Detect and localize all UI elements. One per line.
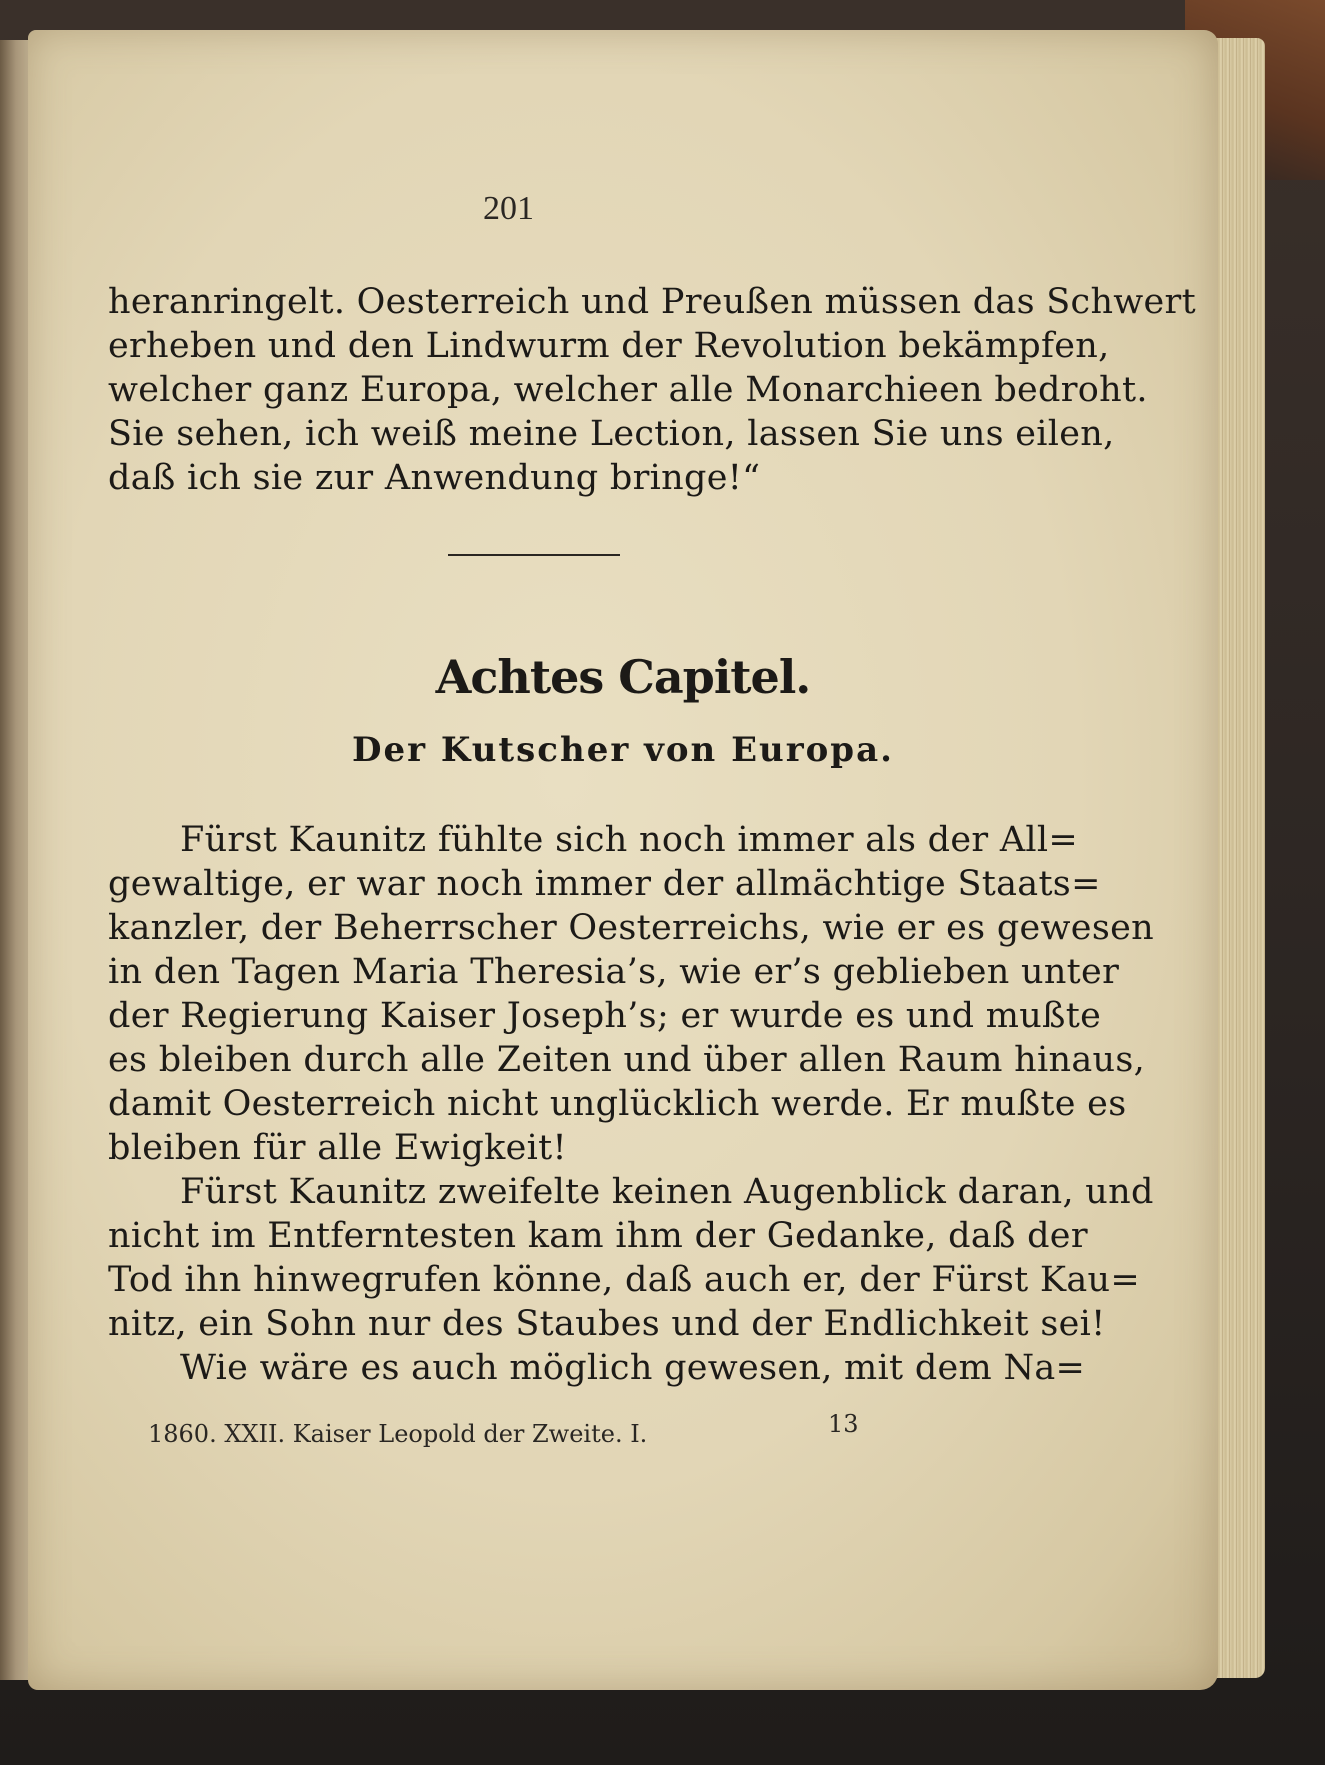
- text-line: nicht im Entferntesten kam ihm der Gedanke, daß der: [108, 1216, 1088, 1256]
- text-line: es bleiben durch alle Zeiten und über allen Raum hinaus,: [108, 1040, 1146, 1080]
- footer-sheet-number: 13: [828, 1410, 859, 1438]
- text-line: damit Oesterreich nicht unglücklich werde. Er mußte es: [108, 1084, 1127, 1124]
- text-line: gewaltige, er war noch immer der allmächtige Staats=: [108, 864, 1101, 904]
- book-page: [28, 30, 1218, 1690]
- chapter-subtitle: Der Kutscher von Europa.: [352, 730, 894, 770]
- text-line: der Regierung Kaiser Joseph’s; er wurde es und mußte: [108, 996, 1102, 1036]
- text-line: kanzler, der Beherrscher Oesterreichs, wie er es gewesen: [108, 908, 1154, 948]
- text-line: welcher ganz Europa, welcher alle Monarchieen bedroht.: [108, 370, 1148, 410]
- section-divider: [448, 554, 620, 556]
- text-line: heranringelt. Oesterreich und Preußen müssen das Schwert: [108, 282, 1196, 322]
- footer-signature: 1860. XXII. Kaiser Leopold der Zweite. I.: [148, 1420, 648, 1448]
- page-number: 201: [483, 190, 534, 227]
- text-line: Wie wäre es auch möglich gewesen, mit dem Na=: [180, 1348, 1086, 1388]
- text-line: Fürst Kaunitz fühlte sich noch immer als der All=: [180, 820, 1079, 860]
- text-line: bleiben für alle Ewigkeit!: [108, 1128, 567, 1168]
- chapter-title: Achtes Capitel.: [435, 650, 811, 704]
- text-line: in den Tagen Maria Theresia’s, wie er’s geblieben unter: [108, 952, 1120, 992]
- text-line: Tod ihn hinwegrufen könne, daß auch er, der Fürst Kau=: [108, 1260, 1140, 1300]
- text-line: daß ich sie zur Anwendung bringe!“: [108, 458, 761, 498]
- text-line: erheben und den Lindwurm der Revolution bekämpfen,: [108, 326, 1110, 366]
- text-line: Fürst Kaunitz zweifelte keinen Augenblick daran, und: [180, 1172, 1154, 1212]
- text-line: nitz, ein Sohn nur des Staubes und der Endlichkeit sei!: [108, 1304, 1106, 1344]
- text-line: Sie sehen, ich weiß meine Lection, lassen Sie uns eilen,: [108, 414, 1115, 454]
